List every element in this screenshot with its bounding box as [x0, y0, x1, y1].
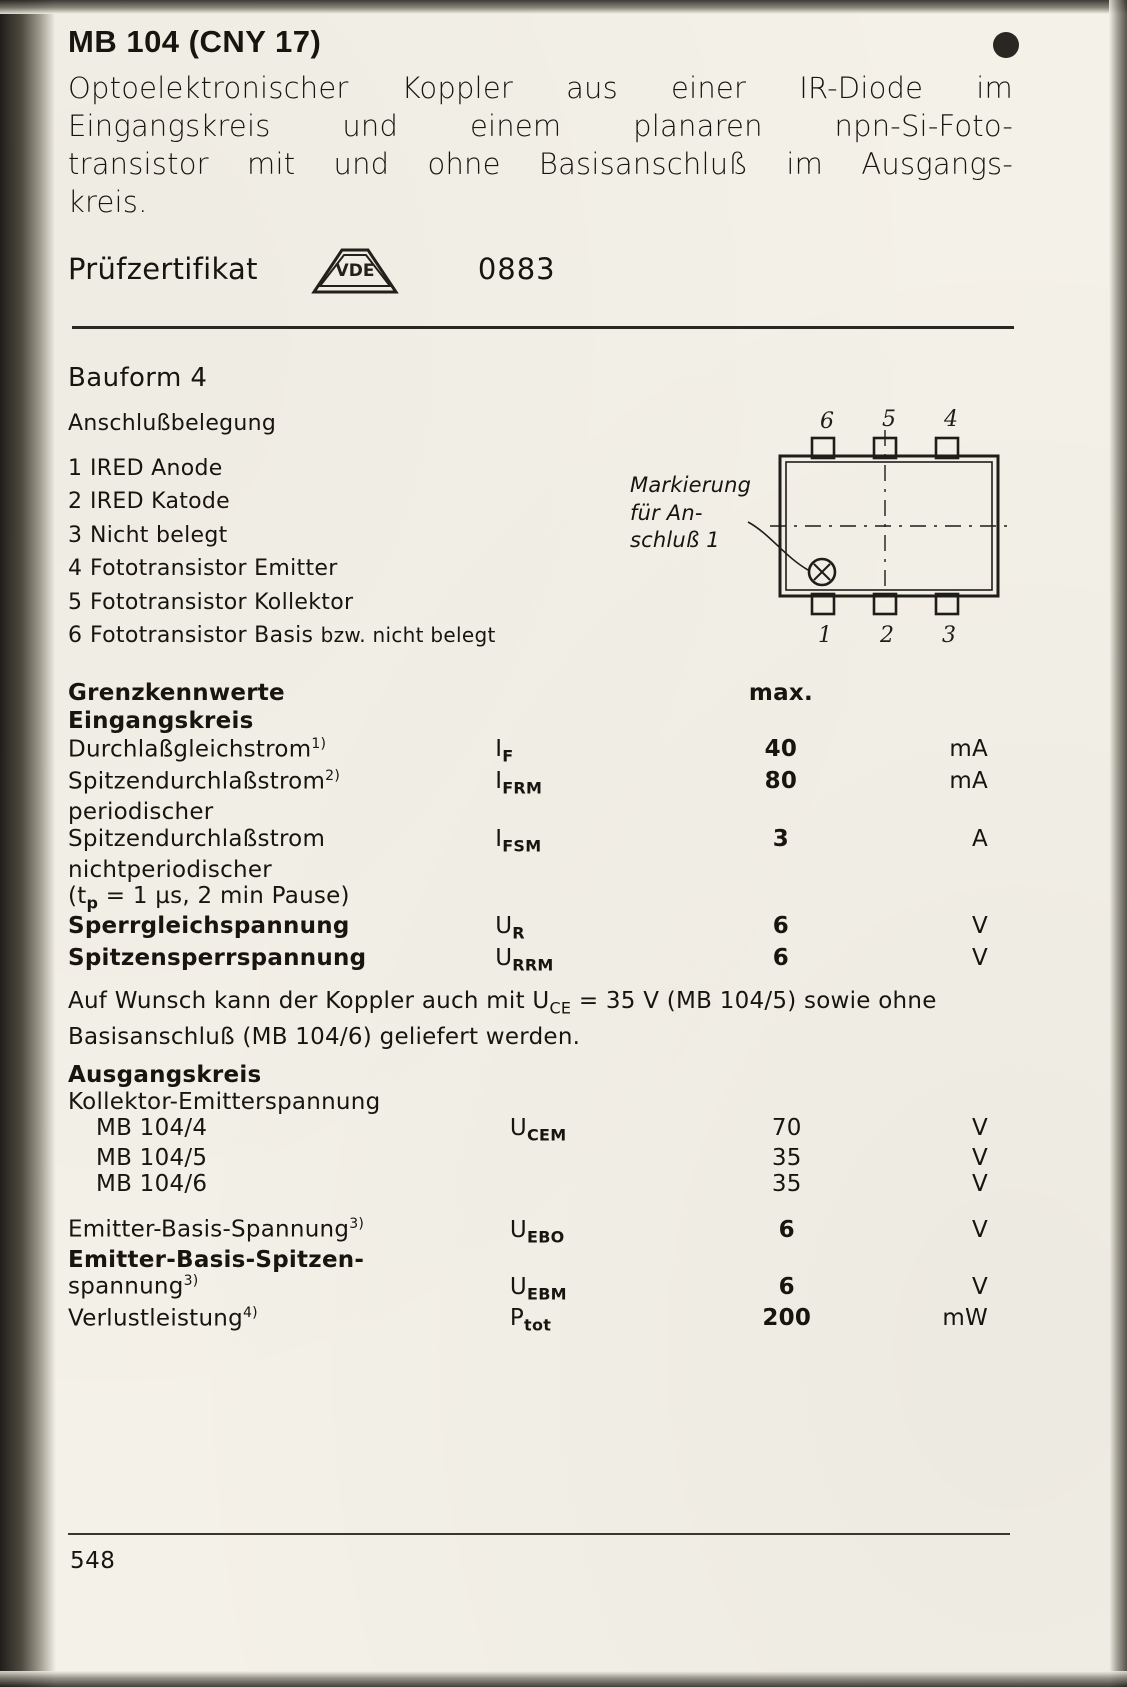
param-name: Emitter-Basis-Spannung$^{3)}$: [68, 1216, 365, 1243]
pin-label: Fototransistor Kollektor: [90, 589, 354, 615]
param-symbol: $I_F$: [495, 736, 514, 766]
max-column-header: max.: [748, 679, 813, 706]
param-value: 35: [771, 1145, 802, 1171]
pin-label: IRED Katode: [90, 489, 231, 515]
param-name: Spitzendurchlaßstrom: [68, 826, 326, 853]
param-unit: V: [972, 1145, 988, 1171]
svg-text:6: 6: [820, 409, 834, 434]
param-unit: V: [972, 1273, 988, 1300]
table-row: [68, 857, 1010, 883]
marking-note: [630, 472, 751, 555]
param-unit: V: [972, 1171, 988, 1197]
table-row: [68, 735, 1010, 767]
description-line-2: Eingangskreis und einem planaren npn-Si-Foto-: [68, 108, 1013, 143]
option-note-part-3: Basisanschluß (MB 104/6) geliefert werden.: [68, 1023, 581, 1050]
scan-edge-right: [1109, 0, 1127, 1687]
param-name: Emitter-Basis-Spitzen-: [68, 1247, 365, 1274]
pinout-label: Anschlußbelegung: [68, 410, 277, 436]
param-name: MB 104/5: [96, 1145, 208, 1171]
param-symbol: $I_{FSM}$: [495, 826, 542, 856]
option-note: [68, 985, 1010, 1053]
option-note-subscript: CE: [549, 999, 572, 1019]
certificate-row: [68, 238, 1018, 300]
pin-number: 5: [68, 589, 83, 615]
pin-label: Fototransistor Basis: [90, 623, 314, 649]
description-line-1: Optoelektronischer Koppler aus einer IR-Diode im: [68, 71, 1013, 105]
marking-note-line-1: Markierung: [630, 473, 752, 497]
page-number: 548: [70, 1548, 116, 1574]
option-note-part-1: Auf Wunsch kann der Koppler auch mit U: [68, 988, 550, 1015]
pin-label-suffix: bzw. nicht belegt: [320, 623, 496, 648]
table-row: [68, 767, 1010, 799]
footnote-ref: 4): [242, 1304, 258, 1321]
table-row: [68, 1304, 1010, 1336]
table-row: [68, 1115, 1010, 1145]
param-name: spannung$^{3)}$: [68, 1273, 199, 1300]
footer-divider: [68, 1533, 1010, 1535]
table-spacer-row: [68, 1197, 1010, 1215]
svg-text:VDE: VDE: [335, 260, 375, 281]
param-unit: V: [972, 944, 988, 971]
param-name: MB 104/6: [96, 1171, 208, 1197]
table-row: [68, 825, 1010, 857]
table-row: [68, 944, 1010, 976]
pin-label: IRED Anode: [90, 455, 223, 481]
header-divider: [72, 326, 1014, 329]
param-name: Spitzendurchlaßstrom$^{2)}$: [68, 767, 341, 795]
param-unit: mA: [949, 736, 988, 763]
table-row: [68, 1171, 1010, 1197]
table-row: [68, 1247, 1010, 1273]
footnote-ref: 2): [325, 767, 341, 784]
table-row: [68, 1145, 1010, 1171]
param-name: Sperrgleichspannung: [68, 913, 350, 940]
param-symbol: $I_{FRM}$: [495, 768, 543, 799]
param-unit: V: [972, 913, 988, 940]
param-unit: V: [972, 1216, 988, 1243]
param-unit: V: [972, 1115, 988, 1142]
vde-badge-icon: [306, 242, 404, 304]
param-value: 6: [778, 1273, 795, 1300]
pin-number: 2: [68, 489, 83, 515]
param-name-continued: periodischer: [68, 799, 214, 826]
param-value: 40: [764, 736, 798, 763]
param-symbol: $U_{RRM}$: [495, 944, 554, 975]
limits-table: [68, 679, 1010, 976]
svg-text:5: 5: [882, 407, 896, 432]
output-table: [68, 1061, 1010, 1335]
footnote-ref: 3): [183, 1273, 199, 1290]
description-line-3: transistor mit und ohne Basisanschluß im Ausgangs-: [68, 146, 1013, 181]
param-value: 3: [772, 826, 790, 853]
page-title: MB 104 (CNY 17): [68, 24, 322, 59]
limits-heading: Grenzkennwerte: [68, 679, 285, 706]
option-note-part-2: = 35 V (MB 104/5) sowie ohne: [571, 988, 937, 1015]
table-row: [68, 1089, 1010, 1115]
device-description: [68, 70, 1013, 222]
table-row: [68, 707, 1010, 735]
certificate-label: Prüfzertifikat: [68, 251, 258, 286]
table-row: [68, 1215, 1010, 1247]
output-section-heading: Ausgangskreis: [68, 1062, 262, 1089]
scan-edge-top: [0, 0, 1127, 14]
page-content: [68, 24, 1018, 1336]
scan-edge-left: [0, 0, 56, 1687]
pin-number: 6: [68, 623, 83, 649]
param-symbol: $U_{CEM}$: [509, 1115, 567, 1145]
pin-number: 1: [68, 455, 83, 481]
svg-text:4: 4: [944, 407, 958, 432]
param-symbol: $U_R$: [495, 913, 525, 943]
param-name: Spitzensperrspannung: [68, 944, 367, 971]
param-value: 6: [772, 944, 790, 971]
param-value: 6: [772, 913, 790, 940]
package-heading: Bauform 4: [68, 362, 208, 393]
pin-label: Fototransistor Emitter: [90, 556, 338, 582]
param-name: Durchlaßgleichstrom$^{1)}$: [68, 735, 327, 763]
table-row: [68, 883, 1010, 913]
table-row: [68, 679, 1010, 707]
param-name-continued: nichtperiodischer: [68, 856, 272, 883]
description-line-4: kreis.: [68, 184, 148, 219]
table-row: [68, 799, 1010, 825]
marking-note-line-2: für An-: [630, 500, 703, 525]
certificate-number: 0883: [477, 251, 556, 286]
param-symbol: $U_{EBM}$: [509, 1273, 567, 1304]
param-value: 80: [764, 768, 798, 795]
svg-text:2: 2: [880, 623, 894, 648]
param-name: Verlustleistung$^{4)}$: [68, 1304, 258, 1332]
param-unit: A: [972, 826, 988, 853]
param-unit: mA: [949, 768, 988, 795]
table-row: [68, 1061, 1010, 1089]
pin-label: Nicht belegt: [90, 522, 228, 548]
param-condition: ($t_p = 1$ µs, 2 min Pause): [68, 882, 350, 913]
param-unit: mW: [942, 1305, 988, 1332]
package-diagram: [620, 404, 1020, 664]
param-value: 35: [771, 1171, 802, 1197]
pin-number: 4: [68, 556, 83, 582]
footnote-ref: 3): [349, 1216, 365, 1232]
param-value: 70: [771, 1115, 802, 1142]
param-symbol: $P_{tot}$: [509, 1305, 552, 1335]
param-value: 6: [778, 1216, 795, 1243]
scan-edge-bottom: [0, 1671, 1127, 1687]
param-name: Kollektor-Emitterspannung: [68, 1089, 381, 1116]
svg-text:3: 3: [942, 623, 956, 648]
param-value: 200: [762, 1305, 812, 1332]
table-row: [68, 912, 1010, 944]
marking-note-line-3: schluß 1: [630, 528, 720, 553]
input-section-heading: Eingangskreis: [68, 707, 254, 734]
table-row: [68, 1273, 1010, 1303]
footnote-ref: 1): [311, 735, 327, 752]
param-name: MB 104/4: [96, 1115, 208, 1142]
param-symbol: $U_{EBO}$: [509, 1216, 565, 1247]
svg-text:1: 1: [818, 623, 832, 648]
pin-number: 3: [68, 522, 83, 548]
